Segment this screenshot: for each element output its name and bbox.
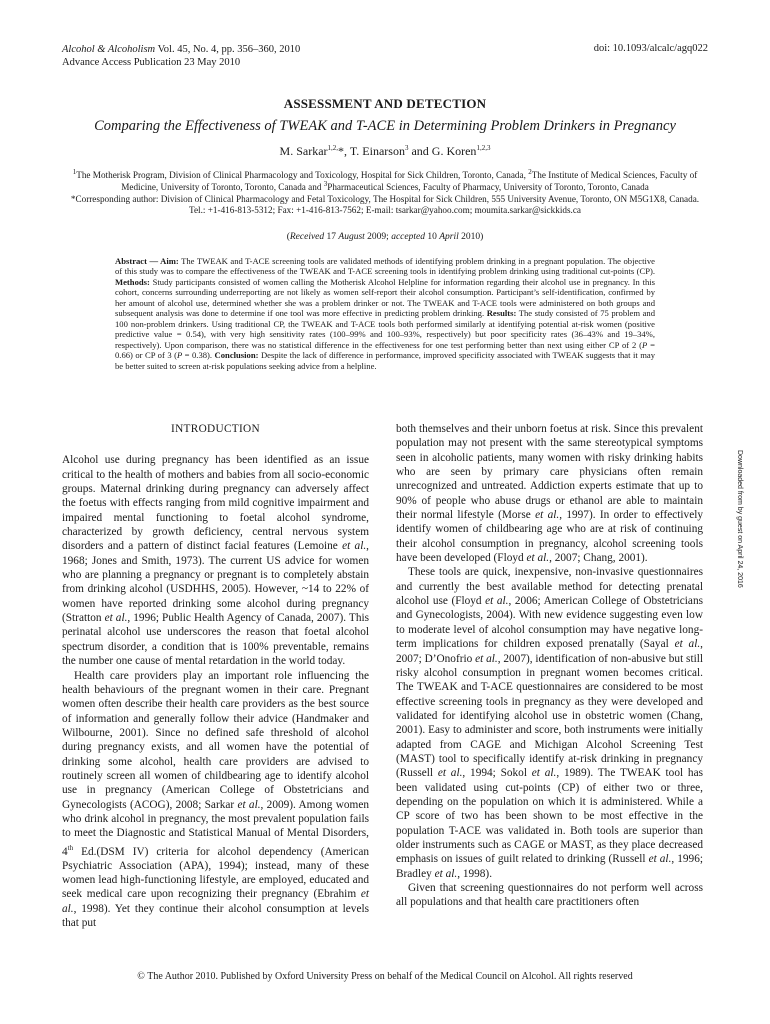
right-column (396, 422, 703, 910)
journal-header (62, 43, 300, 69)
text-run: both themselves and their unborn foetus at risk. Since this prevalent population may not present with the same stereotypical symptoms seen in alcoholic patients, many women with risky drinking habits who are seen by primary care physicians often remain unrecognized and untreated. Addiction experts estimate that up to 90% of people who abuse drugs or ethanol are able to maintain their normal lifestyle (Morse (396, 423, 703, 522)
body-paragraph-3: Given that screening questionnaires do not perform well across all populations and that health care practitioners often (396, 882, 703, 909)
affil-1-marker: 1 (72, 167, 77, 176)
author-3: and G. Koren (408, 144, 477, 158)
section-title: ASSESSMENT AND DETECTION (283, 96, 487, 111)
download-watermark-text: Downloaded from by guest on April 24, 2016 (736, 450, 743, 588)
p-value-2: P (176, 350, 183, 361)
author-2-affil: 3 (404, 144, 409, 152)
text-run-italic: et al. (104, 612, 128, 625)
affil-2: The Institute of Medical Sciences, Faculty of Medicine, University of Toronto, Toronto, Canada and (121, 170, 698, 192)
author-1-affil: 1,2, (327, 144, 339, 152)
author-1: M. Sarkar (279, 144, 328, 158)
text-run-italic: et al. (535, 509, 560, 522)
dates-open: ( (286, 232, 290, 242)
results-label: Results: (486, 308, 517, 319)
p-value-1: P (642, 339, 648, 350)
corresponding-author: *Corresponding author: Division of Clinical Pharmacology and Fetal Toxicology, The Hospital for Sick Children, 555 University Avenue, Toronto, ON M5G1X8, Canada. Tel.: +1-416-813-5312; Fax: +1-416-813-7562; E-mail: tsarkar@yahoo.com; moumita.sarkar@sickkids.ca (70, 193, 700, 216)
accepted-label: accepted (391, 232, 425, 242)
abstract-results-b: = 0.66) or CP of 3 ( (115, 339, 656, 361)
body-paragraph-1 (396, 422, 703, 565)
download-watermark (736, 450, 753, 670)
text-run: , 1994; Sokol (462, 767, 532, 780)
advance-access: Advance Access Publication 23 May 2010 (62, 57, 241, 68)
volume-info: Vol. 45, No. 4, pp. 356–360, 2010 (155, 44, 301, 55)
author-3-affil: 1,2,3 (476, 144, 491, 152)
article-dates (0, 232, 770, 242)
text-run-italic: et al. (62, 888, 369, 915)
abstract-results-c: = 0.38). (182, 350, 215, 361)
journal-name: Alcohol & Alcoholism (62, 44, 156, 55)
text-run: , 1998). Yet they continue their alcohol consumption at levels that put (62, 902, 369, 930)
abstract (115, 256, 655, 371)
author-1-star: *, (338, 144, 350, 158)
accepted-month: April (439, 232, 459, 242)
accepted-day: 10 (424, 232, 440, 242)
methods-label: Methods: (115, 276, 150, 287)
text-run: , 1996; Bradley (396, 853, 703, 880)
received-month: August (338, 232, 365, 242)
text-run: , 2009). Among women who drink alcohol in pregnancy, the most prevalent population fails to meet the Diagnostic and Statistical Manual of Mental Disorders, 4 (62, 798, 369, 858)
text-run: , 2007; D’Onofrio (396, 638, 703, 665)
authors (0, 144, 770, 159)
text-run-italic: et al. (237, 798, 261, 811)
text-run: , 2007; Chang, 2001). (549, 552, 648, 565)
text-run: , 2007), identification of non-abusive but still risky alcohol consumption in pregnant women becomes critical. The TWEAK and T-ACE questionnaires are considered to be most effective screening tools in pregnancy as they were developed and validated for identifying alcohol use in obstetric women (Chang, 2001). Easy to administer and score, both instruments were initially adapted from CAGE and Michigan Alcohol Screening Test (MAST) tool to specifically identify at-risk drinking in pregnancy (Russell (396, 652, 703, 780)
text-run-italic: et al. (531, 767, 557, 780)
conclusion-label: Conclusion: (214, 350, 259, 361)
text-run: , 1998). (457, 867, 493, 880)
text-run: Ed.(DSM IV) criteria for alcohol dependency (American Psychiatric Association (APA), 1994); instead, many of these women lead high-functioning lifestyle, are employed, educated and seek medical care upon recognizing their pregnancy (Ebrahim (62, 845, 369, 901)
left-column (62, 422, 369, 930)
abstract-aim: The TWEAK and T-ACE screening tools are validated methods of identifying problem drinking in a pregnant population. The objective of this study was to compare the effectiveness of the TWEAK and T-ACE screening tools in identifying problem drinking using traditional cut-points (CP). (115, 256, 655, 277)
text-run-italic: et al. (526, 552, 550, 565)
abstract-results-a: The study consisted of 75 problem and 100 non-problem drinkers. Using traditional CP, the TWEAK and T-ACE tools both performed similarly at identifying potential at-risk women (positive predictive value = 0.54), with very high sensitivity rates (100–99% and 100–93%, respectively) but poor specificity rates (36–43% and 19–34%, respectively). Upon comparison, there was no statistical difference in the effectiveness for one test performing better than next using either CP of 2 ( (115, 308, 656, 350)
author-2: T. Einarson (349, 144, 405, 158)
superscript: th (67, 843, 74, 852)
article-title: Comparing the Effectiveness of TWEAK and T-ACE in Determining Problem Drinkers in Pregnancy (94, 118, 676, 134)
copyright-footer: © The Author 2010. Published by Oxford University Press on behalf of the Medical Council on Alcohol. All rights reserved (137, 971, 633, 982)
text-run-italic: et al. (674, 638, 701, 651)
received-year: 2009; (364, 232, 392, 242)
text-run: , 1996; Public Health Agency of Canada, 2007). This perinatal alcohol use underscores the reason that foetal alcohol spectrum disorder, a condition that is 100% preventable, remains the number one cause of mental retardation in the world today. (62, 612, 370, 668)
received-day: 17 (324, 232, 339, 242)
text-run-italic: et al. (434, 867, 458, 880)
accepted-year: 2010) (458, 232, 484, 242)
received-label: Received (289, 232, 325, 242)
affil-2-marker: 2 (528, 167, 532, 176)
intro-paragraph-2 (62, 669, 369, 931)
text-run-italic: et al. (648, 853, 672, 866)
abstract-label: Abstract — Aim: (115, 256, 179, 266)
text-run: These tools are quick, inexpensive, non-invasive questionnaires and currently the best available method for detecting prenatal alcohol use (Floyd (396, 566, 703, 608)
text-run-italic: et al. (485, 595, 509, 608)
introduction-heading: INTRODUCTION (171, 423, 260, 435)
text-run: Health care providers play an important role influencing the health behaviours of the pregnant women in their care. Pregnant women often describe their health care providers as the best source of information and generally follow their advice (Handmaker and Wilbourne, 2001). Since no defined safe threshold of alcohol during pregnancy exists, and all women have the potential of drinking some alcohol, health care providers are advised to routinely screen all women of childbearing age to identify alcohol use in pregnancy (American College of Obstetricians and Gynecologists (ACOG), 2008; Sarkar (62, 669, 369, 811)
text-run: , 1989). The TWEAK tool has been validated using cut-points (CP) of either two or three, depending on the population on which it is administered. While a CP score of two has been shown to be most effective in the population T-ACE was validated in. Both tools are superior than older instruments such as CAGE or MAST, as they place decreased emphasis on issues of guilt related to drinking (Russell (396, 767, 703, 866)
affil-3: Pharmaceutical Sciences, Faculty of Pharmacy, University of Toronto, Toronto, Canada (327, 181, 649, 192)
affil-3-marker: 3 (323, 179, 328, 188)
text-run: , 1997). In order to effectively identify women of childbearing age who are at risk of continuing their alcohol consumption in pregnancy, alcohol screening tools have been developed (Floyd (396, 509, 704, 565)
text-run: Alcohol use during pregnancy has been identified as an issue critical to the health of mothers and babies from all socio-economic groups. Maternal drinking during pregnancy can adversely affect the foetus with effects ranging from mild cognitive impairment and impaired mental functioning to foetal alcohol syndrome, characterized by growth deficiency, central nervous system disorders and a pattern of distinct facial features (Lemoine (62, 454, 369, 553)
body-paragraph-2 (396, 565, 703, 881)
text-run-italic: et al. (342, 540, 367, 553)
text-run: , 2006; American College of Obstetricians and Gynecologists, 2004). With new evidence suggesting even low to moderate level of alcohol consumption may have negative long-term implications for children exposed prenatally (Sayal (396, 595, 703, 651)
intro-paragraph-1 (62, 453, 369, 668)
doi[interactable]: doi: 10.1093/alcalc/agq022 (593, 43, 708, 54)
affiliations (62, 167, 708, 217)
text-run-italic: et al. (437, 767, 463, 780)
abstract-methods: Study participants consisted of women calling the Motherisk Alcohol Helpline for information regarding their alcohol use in pregnancy. In this cohort, concerns surrounding underreporting are not likely as women self-report their alcohol consumption. Participant’s self-identification, confirmed by her amount of alcohol use, determined whether she was a problem drinker or not. The TWEAK and T-ACE tools were administered on both groups and subsequent analysis was done to determine if one tool was more effective in predicting problem drinking. (115, 276, 655, 319)
affil-1: The Motherisk Program, Division of Clinical Pharmacology and Toxicology, Hospital for Sick Children, Toronto, Canada, (76, 170, 529, 180)
text-run-italic: et al. (475, 652, 498, 665)
text-run: , 1968; Jones and Smith, 1973). The current US advice for women who are planning a pregnancy or pregnant is to completely abstain from drinking alcohol (USDHHS, 2005). However, ~14 to 22% of women have reported drinking some alcohol during pregnancy (Stratton (62, 540, 369, 625)
abstract-conclusion: Despite the lack of difference in performance, improved specificity associated with TWEAK suggests that it may be better suited to screen at-risk populations seeking advice from a helpline. (115, 350, 655, 371)
